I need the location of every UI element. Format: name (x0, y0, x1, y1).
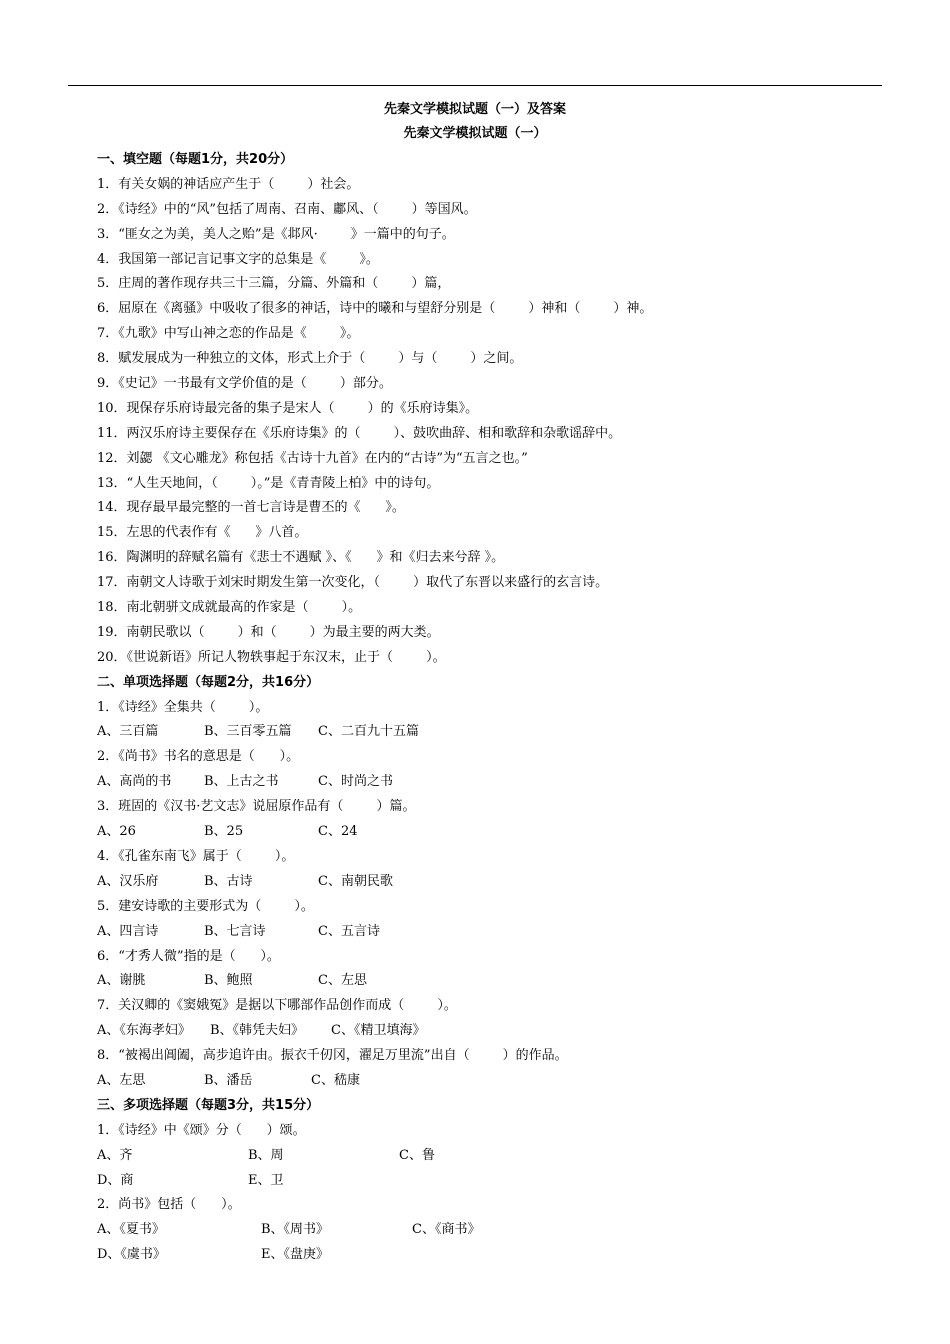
multiple-choice-options (97, 1243, 897, 1268)
fill-blank-item: 9．《史记》一书最有文学价值的是（ ）部分。 (97, 376, 392, 392)
option-c: C、鲁 (399, 1147, 435, 1163)
fill-blank-item: 15．左思的代表作有《 》八首。 (97, 525, 308, 541)
fill-blank-item: 14．现存最早最完整的一首七言诗是曹丕的《 》。 (97, 500, 405, 516)
fill-blank-item: 10．现保存乐府诗最完备的集子是宋人（ ）的《乐府诗集》。 (97, 400, 479, 416)
header-rule (68, 85, 882, 86)
single-choice-question: 5．建安诗歌的主要形式为（ ）。 (97, 898, 314, 914)
option-a: A、三百篇 (97, 724, 159, 740)
fill-blank-item: 12．刘勰 《文心雕龙》称包括《古诗十九首》在内的“古诗”为“五言之也。” (97, 450, 528, 466)
single-choice-options (97, 870, 897, 895)
section-heading-multiple-choice: 三、多项选择题（每题3分，共15分） (97, 1097, 320, 1113)
option-a: A、《东海孝妇》 (97, 1023, 191, 1039)
single-choice-options (97, 770, 897, 795)
single-choice-options (97, 920, 897, 945)
option-b: B、三百零五篇 (204, 724, 292, 740)
option-c: C、《商书》 (412, 1222, 481, 1238)
option-b: B、鲍照 (204, 973, 253, 989)
option-a: A、26 (97, 824, 136, 840)
single-choice-question: 2．《尚书》书名的意思是（ ）。 (97, 749, 300, 765)
option-a: A、四言诗 (97, 923, 159, 939)
single-choice-options (97, 720, 897, 745)
fill-blank-item: 8．赋发展成为一种独立的文体，形式上介于（ ）与（ ）之间。 (97, 351, 523, 367)
single-choice-options (97, 1019, 897, 1044)
multiple-choice-options (97, 1144, 897, 1169)
option-c: C、二百九十五篇 (318, 724, 419, 740)
option-c: C、时尚之书 (318, 774, 393, 790)
fill-blank-item: 17．南朝文人诗歌于刘宋时期发生第一次变化，（ ）取代了东晋以来盛行的玄言诗。 (97, 575, 609, 591)
option-c: C、嵇康 (311, 1072, 360, 1088)
single-choice-options (97, 1069, 897, 1094)
fill-blank-item: 20．《世说新语》所记人物轶事起于东汉末，止于（ ）。 (97, 649, 446, 665)
fill-blank-item: 7．《九歌》中写山神之恋的作品是《 》。 (97, 326, 360, 342)
option-b: B、上古之书 (204, 774, 279, 790)
option-b: B、七言诗 (204, 923, 266, 939)
fill-blank-item: 3．“匪女之为美，美人之贻”是《邶风· 》一篇中的句子。 (97, 226, 455, 242)
fill-blank-item: 2．《诗经》中的“风”包括了周南、召南、鄘风、（ ）等国风。 (97, 201, 477, 217)
option-b: B、古诗 (204, 873, 253, 889)
single-choice-question: 8．“被褐出阊阖，高步追许由。振衣千仞冈，濯足万里流”出自（ ）的作品。 (97, 1048, 568, 1064)
option-b: B、周 (248, 1147, 284, 1163)
option-b: B、25 (204, 824, 244, 840)
option-e: E、卫 (248, 1172, 284, 1188)
multiple-choice-question: 2．尚书》包括（ ）。 (97, 1197, 241, 1213)
option-c: C、五言诗 (318, 923, 380, 939)
option-b: B、《周书》 (261, 1222, 330, 1238)
option-e: E、《盘庚》 (261, 1247, 329, 1263)
option-a: A、齐 (97, 1147, 133, 1163)
option-c: C、24 (318, 824, 358, 840)
single-choice-question: 7．关汉卿的《窦娥冤》是据以下哪部作品创作而成（ ）。 (97, 998, 457, 1014)
single-choice-options (97, 820, 897, 845)
option-a: A、高尚的书 (97, 774, 172, 790)
document-title: 先秦文学模拟试题（一）及答案 (383, 102, 566, 117)
fill-blank-item: 16．陶渊明的辞赋名篇有《悲士不遇赋 》、《 》和《归去来兮辞 》。 (97, 550, 505, 566)
section-heading-fill-blank: 一、填空题（每题1分，共20分） (97, 152, 294, 167)
option-c: C、南朝民歌 (318, 873, 393, 889)
single-choice-question: 3．班固的《汉书·艺文志》说屈原作品有（ ）篇。 (97, 799, 416, 815)
option-a: A、左思 (97, 1072, 146, 1088)
single-choice-options (97, 969, 897, 994)
fill-blank-item: 11．两汉乐府诗主要保存在《乐府诗集》的（ ）、鼓吹曲辞、相和歌辞和杂歌谣辞中。 (97, 425, 622, 441)
option-c: C、左思 (318, 973, 367, 989)
option-d: D、《虞书》 (97, 1247, 166, 1263)
option-a: A、《夏书》 (97, 1222, 165, 1238)
single-choice-question: 6．“才秀人微”指的是（ ）。 (97, 948, 280, 964)
section-heading-single-choice: 二、单项选择题（每题2分，共16分） (97, 674, 320, 690)
single-choice-question: 1．《诗经》全集共（ ）。 (97, 699, 269, 715)
fill-blank-item: 1．有关女娲的神话应产生于（ ）社会。 (97, 176, 360, 192)
single-choice-question: 4．《孔雀东南飞》属于（ ）。 (97, 848, 295, 864)
fill-blank-item: 13．“人生天地间，（ ）。”是《青青陵上柏》中的诗句。 (97, 475, 440, 491)
fill-blank-item: 4．我国第一部记言记事文字的总集是《 》。 (97, 251, 379, 267)
option-a: A、汉乐府 (97, 873, 159, 889)
fill-blank-item: 6．屈原在《离骚》中吸收了很多的神话，诗中的曦和与望舒分别是（ ）神和（ ）神。 (97, 301, 653, 317)
document-subtitle: 先秦文学模拟试题（一） (403, 126, 547, 141)
fill-blank-item: 18．南北朝骈文成就最高的作家是（ ）。 (97, 600, 362, 616)
exam-body (97, 148, 897, 1268)
multiple-choice-question: 1．《诗经》中《颂》分（ ）颂。 (97, 1122, 306, 1138)
multiple-choice-options (97, 1218, 897, 1243)
fill-blank-item: 5．庄周的著作现存共三十三篇，分篇、外篇和（ ）篇， (97, 276, 451, 292)
option-c: C、《精卫填海》 (331, 1023, 426, 1039)
fill-blank-item: 19．南朝民歌以（ ）和（ ）为最主要的两大类。 (97, 624, 440, 640)
multiple-choice-options (97, 1169, 897, 1194)
option-b: B、《韩凭夫妇》 (210, 1023, 305, 1039)
option-a: A、谢朓 (97, 973, 146, 989)
option-d: D、商 (97, 1172, 134, 1188)
option-b: B、潘岳 (204, 1072, 253, 1088)
